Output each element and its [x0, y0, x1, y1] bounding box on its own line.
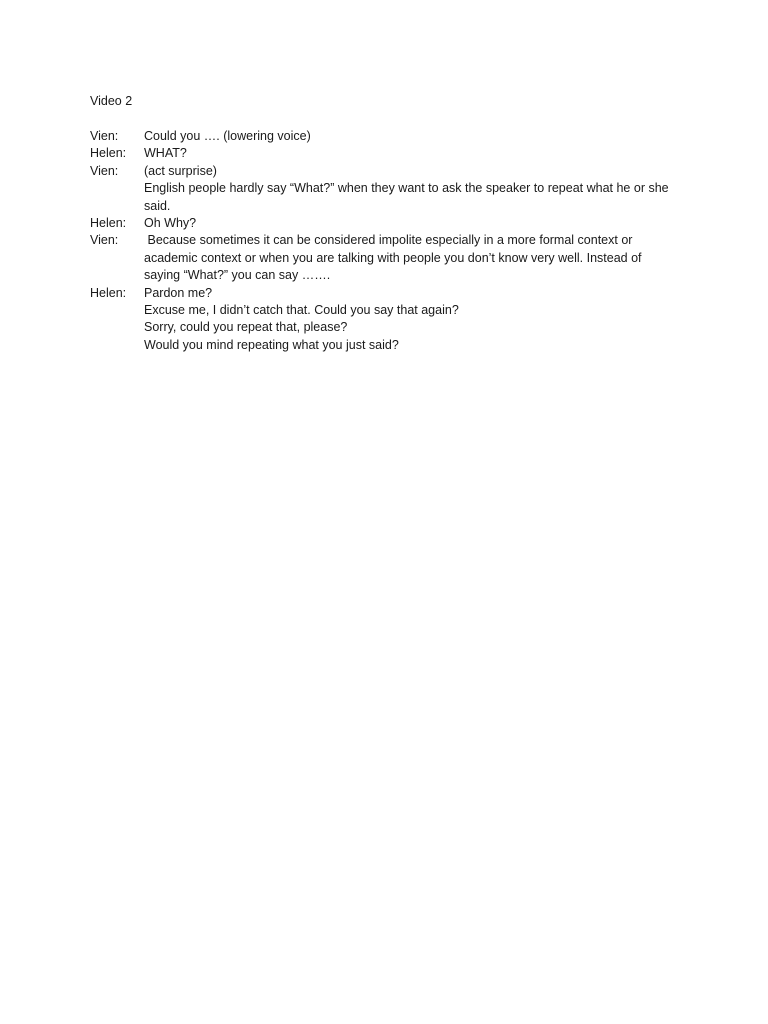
dialogue-line: English people hardly say “What?” when they want to ask the speaker to repeat what he or she said. [144, 181, 673, 213]
dialogue-line: Excuse me, I didn’t catch that. Could you say that again? [144, 303, 459, 318]
dialogue-line: Sorry, could you repeat that, please? [144, 320, 348, 335]
speaker-name: Vien: [90, 163, 119, 178]
turn-lines [144, 215, 670, 232]
speaker-name: Vien: [90, 129, 119, 143]
document-title: Video 2 [90, 94, 133, 108]
dialogue-line: (act surprise) [144, 163, 217, 178]
dialogue-line: Would you mind repeating what you just said? [144, 337, 399, 352]
dialogue-turn-1 [90, 128, 670, 145]
speaker-name: Helen: [90, 146, 127, 161]
dialogue-turn-3 [90, 163, 673, 215]
dialogue-transcript [90, 128, 673, 354]
dialogue-turn-4 [90, 215, 670, 232]
speaker-name: Helen: [90, 216, 127, 231]
dialogue-line: Could you …. (lowering voice) [144, 129, 311, 143]
turn-lines [144, 285, 670, 355]
dialogue-turn-6 [90, 285, 670, 355]
turn-lines [144, 163, 673, 215]
turn-lines [144, 128, 670, 145]
dialogue-turn-5 [90, 232, 670, 284]
dialogue-turn-2 [90, 145, 670, 162]
speaker-name: Helen: [90, 285, 127, 300]
turn-lines [144, 145, 670, 162]
dialogue-line: Oh Why? [144, 216, 197, 231]
speaker-name: Vien: [90, 233, 119, 248]
dialogue-line: Pardon me? [144, 285, 213, 300]
dialogue-line: Because sometimes it can be considered impolite especially in a more formal context or academic context or when you are talking with people you don’t know very well. Instead of saying “What?” you can say ……. [144, 233, 645, 283]
turn-lines [144, 232, 670, 284]
dialogue-line: WHAT? [144, 146, 187, 161]
